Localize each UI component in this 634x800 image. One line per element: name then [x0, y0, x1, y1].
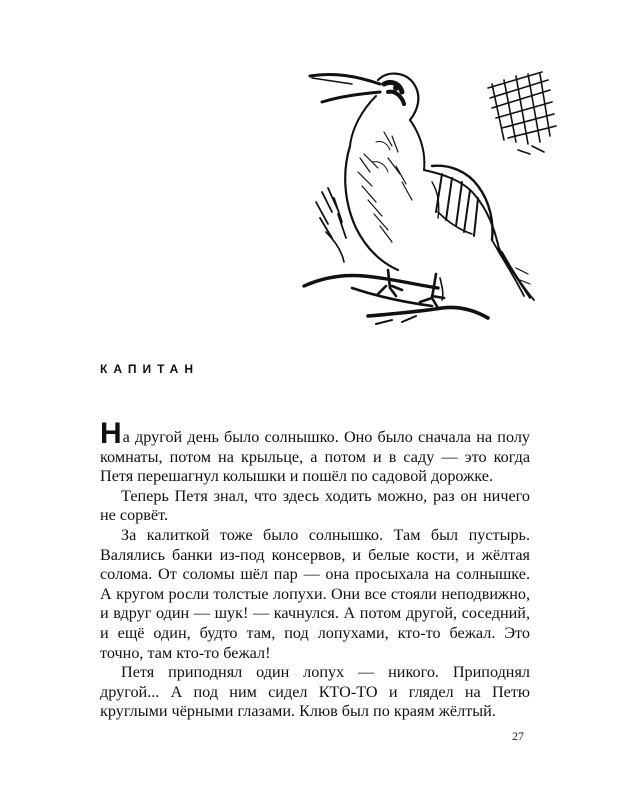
- paragraph-4: Петя приподнял один лопух — никого. Приподнял другой... А под ним сидел КТО-ТО и глядел на Петю круглыми чёрными глазами. Клюв был по краям жёлтый.: [100, 663, 530, 721]
- story-text: [100, 417, 530, 722]
- paragraph-1: [100, 417, 530, 487]
- branch: [304, 275, 438, 288]
- crow-illustration: [292, 62, 562, 332]
- paragraph-3: За калиткой тоже было солнышко. Там был пустырь. Валялись банки из-под консервов, и белые кости, и жёлтая солома. От соломы шёл пар — она просыхала на солнышке. А кругом росли толстые лопухи. Они все стояли неподвижно, и вдруг один — шук! — качнулся. А потом другой, соседний, и ещё один, будто там, под лопухами, кто-то бежал. Это точно, там кто-то бежал!: [100, 525, 530, 662]
- chapter-title: КАПИТАН: [100, 362, 199, 376]
- crow-foot-left: [378, 270, 402, 296]
- paragraph-1-text: а другой день было солнышко. Оно было сначала на полу комнаты, потом на крыльце, а потом и в саду — это когда Петя перешагнул колышки и пошёл по садовой дорожке.: [100, 428, 530, 486]
- sun-crosshatch: [488, 72, 556, 154]
- crow-body: [345, 146, 398, 270]
- page-number: 27: [512, 729, 524, 743]
- paragraph-2: Теперь Петя знал, что здесь ходить можно, раз он ничего не сорвёт.: [100, 486, 530, 525]
- drop-cap: Н: [100, 417, 122, 450]
- crow-eye: [394, 86, 399, 91]
